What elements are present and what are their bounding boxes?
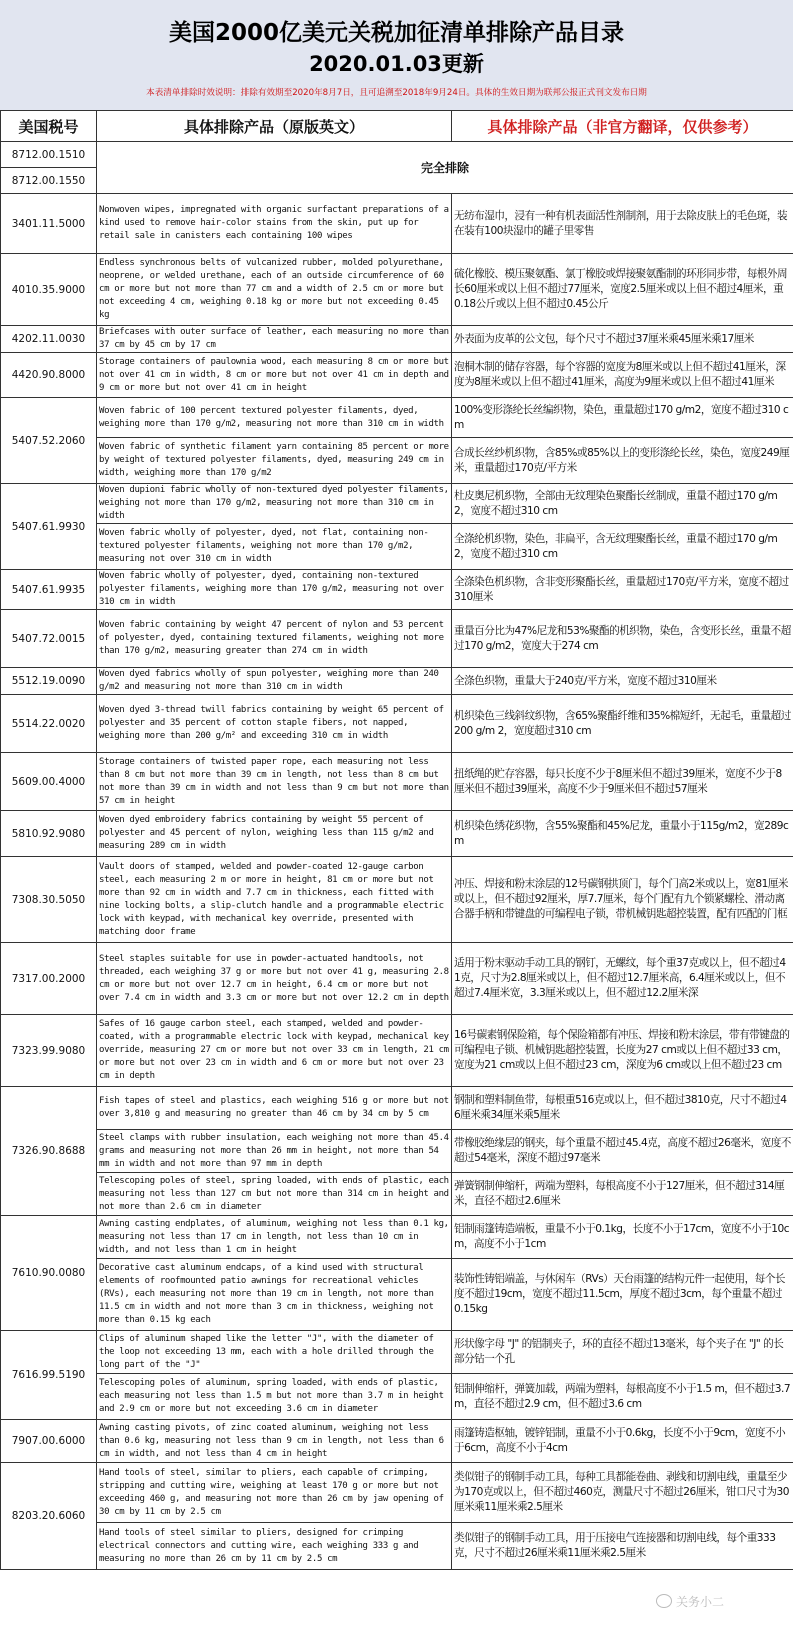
chinese-description: 形状像字母 "J" 的铝制夹子，环的直径不超过13毫米，每个夹子在 "J" 的长部分钻一个孔 bbox=[452, 1331, 793, 1374]
hs-code: 5407.72.0015 bbox=[1, 610, 97, 668]
chinese-description: 16号碳素钢保险箱，每个保险箱都有冲压、焊接和粉末涂层，带有带键盘的可编程电子锁、机械钥匙超控装置，长度为27 cm或以上但不超过33 cm，宽度为21 cm或以上但不超过23 cm，深度为6 cm或以上但不超过23 cm bbox=[452, 1015, 793, 1087]
chinese-description: 冲压、焊接和粉末涂层的12号碳钢拱顶门，每个门高2米或以上，宽81厘米或以上，但不超过92厘米，厚7.7厘米，每个门配有九个锁紧螺栓、滑动离合器手柄和带键盘的可编程电子锁，带机械钥匙超控装置，配有匹配的门框 bbox=[452, 857, 793, 943]
hs-code: 8203.20.6060 bbox=[1, 1463, 97, 1570]
hs-code: 5609.00.4000 bbox=[1, 753, 97, 811]
hs-code: 7308.30.5050 bbox=[1, 857, 97, 943]
english-description: Woven fabric wholly of polyester, dyed, not flat, containing non-textured polyester filaments, weighing not more than 170 g/m2, measuring not over 310 cm in width bbox=[97, 524, 452, 570]
english-description: Hand tools of steel similar to pliers, designed for crimping electrical connectors and cutting wire, each weighing 333 g and measuring no more than 26 cm by 11 cm by 2.5 cm bbox=[97, 1523, 452, 1570]
hs-code: 7907.00.6000 bbox=[1, 1420, 97, 1463]
table-row bbox=[1, 1130, 793, 1173]
validity-note: 本表清单排除时效说明：排除有效期至2020年8月7日，且可追溯至2018年9月24日。具体的生效日期为联邦公报正式刊文发布日期 bbox=[146, 88, 647, 98]
chinese-description: 机织染色绣花织物，含55%聚酯和45%尼龙，重量小于115g/m2，宽289cm bbox=[452, 811, 793, 857]
chinese-description: 铝制雨篷铸造端板，重量不小于0.1kg，长度不小于17cm，宽度不小于10cm，高度不小于1cm bbox=[452, 1216, 793, 1259]
hs-code: 7326.90.8688 bbox=[1, 1087, 97, 1216]
english-description: Steel staples suitable for use in powder-actuated handtools, not threaded, each weighing 37 g or more but not over 41 g, measuring 2.8 cm or more but not over 12.7 cm in height, 6.4 cm or more but not over 7.4 cm in width and 3.3 cm or more but not over 12.2 cm in depth bbox=[97, 943, 452, 1015]
table-row bbox=[1, 1173, 793, 1216]
chinese-description: 雨篷铸造枢轴，镀锌铝制，重量不小于0.6kg，长度不小于9cm，宽度不小于6cm，高度不小于4cm bbox=[452, 1420, 793, 1463]
english-description: Hand tools of steel, similar to pliers, each capable of crimping, stripping and cutting wire, weighing at least 170 g or more but not exceeding 460 g, and measuring not more than 26 cm by jaw opening of 30 cm by 11 cm by 2.5 cm bbox=[97, 1463, 452, 1523]
table-row bbox=[1, 668, 793, 695]
table-row bbox=[1, 1523, 793, 1570]
chinese-description: 全涤纶机织物，染色，非扁平，含无纹理聚酯长丝，重量不超过170 g/m2，宽度不超过310 cm bbox=[452, 524, 793, 570]
table-row bbox=[1, 326, 793, 353]
full-exclusion-label: 完全排除 bbox=[97, 142, 793, 194]
hs-code: 7616.99.5190 bbox=[1, 1331, 97, 1420]
english-description: Awning casting endplates, of aluminum, weighing not less than 0.1 kg, measuring not less than 17 cm in length, not less than 10 cm in width, and not less than 1 cm in height bbox=[97, 1216, 452, 1259]
english-description: Briefcases with outer surface of leather, each measuring no more than 37 cm by 45 cm by 17 cm bbox=[97, 326, 452, 353]
page-title: 美国2000亿美元关税加征清单排除产品目录 bbox=[168, 20, 624, 46]
hs-code: 4202.11.0030 bbox=[1, 326, 97, 353]
hs-code: 5407.52.2060 bbox=[1, 398, 97, 484]
hs-code: 3401.11.5000 bbox=[1, 194, 97, 254]
hs-code: 5512.19.0090 bbox=[1, 668, 97, 695]
chinese-description: 全涤色织物，重量大于240克/平方米，宽度不超过310厘米 bbox=[452, 668, 793, 695]
header-code: 美国税号 bbox=[1, 111, 97, 142]
english-description: Vault doors of stamped, welded and powder-coated 12-gauge carbon steel, each measuring 2 m or more in height, 81 cm or more but not more than 92 cm in width and 7.7 cm in thickness, each fitted with nine locking bolts, a slip-clutch handle and a programmable electric lock with keypad, with mechanical key override, presented with matching door frame bbox=[97, 857, 452, 943]
hs-code: 7610.90.0080 bbox=[1, 1216, 97, 1331]
english-description: Woven fabric wholly of polyester, dyed, containing non-textured polyester filaments, weighing more than 170 g/m2, measuring not over 310 cm in width bbox=[97, 570, 452, 610]
english-description: Safes of 16 gauge carbon steel, each stamped, welded and powder-coated, with a programmable electric lock with keypad, mechanical key override, measuring 27 cm or more but not over 33 cm in length, 21 cm or more but not over 23 cm in width and 6 cm or more but not over 23 cm in depth bbox=[97, 1015, 452, 1087]
english-description: Woven fabric containing by weight 47 percent of nylon and 53 percent of polyester, dyed, containing textured filaments, weighing not more than 170 g/m2, measuring greater than 274 cm in width bbox=[97, 610, 452, 668]
english-description: Woven dupioni fabric wholly of non-textured dyed polyester filaments, weighing not more than 170 g/m2, measuring not more than 310 cm in width bbox=[97, 484, 452, 524]
table-row bbox=[1, 570, 793, 610]
table-row bbox=[1, 1259, 793, 1331]
english-description: Storage containers of paulownia wood, each measuring 8 cm or more but not over 41 cm in width, 8 cm or more but not over 41 cm in depth and 9 cm or more but not over 41 cm in height bbox=[97, 353, 452, 398]
table-row bbox=[1, 398, 793, 438]
chinese-description: 类似钳子的钢制手动工具，每种工具都能卷曲、剥线和切割电线，重量至少为170克或以上，但不超过460克，测量尺寸不超过26厘米，钳口尺寸为30厘米乘11厘米乘2.5厘米 bbox=[452, 1463, 793, 1523]
english-description: Steel clamps with rubber insulation, each weighing not more than 45.4 grams and measuring not more than 26 mm in height, not more than 54 mm in width and not more than 97 mm in depth bbox=[97, 1130, 452, 1173]
hs-code: 5514.22.0020 bbox=[1, 695, 97, 753]
hs-code: 4010.35.9000 bbox=[1, 254, 97, 326]
chinese-description: 机织染色三线斜纹织物，含65%聚酯纤维和35%棉短纤，无起毛，重量超过200 g/m 2，宽度超过310 cm bbox=[452, 695, 793, 753]
english-description: Woven fabric of 100 percent textured polyester filaments, dyed, weighing more than 170 g/m2, measuring not more than 310 cm in width bbox=[97, 398, 452, 438]
english-description: Endless synchronous belts of vulcanized rubber, molded polyurethane, neoprene, or welded urethane, each of an outside circumference of 60 cm or more but not more than 77 cm and a width of 2.5 cm or more but not exceeding 4 cm, weighing 0.18 kg or more but not exceeding 0.45 kg bbox=[97, 254, 452, 326]
exclusion-table bbox=[0, 110, 793, 1570]
english-description: Woven dyed 3-thread twill fabrics containing by weight 65 percent of polyester and 35 percent of cotton staple fibers, not napped, weighing more than 200 g/m² and exceeding 310 cm in width bbox=[97, 695, 452, 753]
watermark bbox=[656, 1590, 748, 1612]
chinese-description: 100%变形涤纶长丝编织物，染色，重量超过170 g/m2，宽度不超过310 cm bbox=[452, 398, 793, 438]
hs-code: 8712.00.1550 bbox=[1, 168, 97, 194]
chinese-description: 重量百分比为47%尼龙和53%聚酯的机织物，染色，含变形长丝，重量不超过170 g/m2，宽度大于274 cm bbox=[452, 610, 793, 668]
chinese-description: 弹簧钢制伸缩杆，两端为塑料，每根高度不小于127厘米，但不超过314厘米，直径不超过2.6厘米 bbox=[452, 1173, 793, 1216]
chinese-description: 铝制伸缩杆，弹簧加载，两端为塑料，每根高度不小于1.5 m，但不超过3.7 m，直径不超过2.9 cm，但不超过3.6 cm bbox=[452, 1374, 793, 1420]
header-english: 具体排除产品（原版英文） bbox=[97, 111, 452, 142]
chinese-description: 钢制和塑料制鱼带，每根重516克或以上，但不超过3810克，尺寸不超过46厘米乘34厘米乘5厘米 bbox=[452, 1087, 793, 1130]
header-chinese: 具体排除产品（非官方翻译，仅供参考） bbox=[452, 111, 793, 142]
table-row bbox=[1, 811, 793, 857]
table-row bbox=[1, 610, 793, 668]
hs-code: 5407.61.9930 bbox=[1, 484, 97, 570]
chinese-description: 适用于粉末驱动手动工具的钢钉，无螺纹，每个重37克或以上，但不超过41克，尺寸为2.8厘米或以上，但不超过12.7厘米高，6.4厘米或以上，但不超过7.4厘米宽，3.3厘米或以上，但不超过12.2厘米深 bbox=[452, 943, 793, 1015]
table-row bbox=[1, 1420, 793, 1463]
table-row bbox=[1, 857, 793, 943]
table-row bbox=[1, 1087, 793, 1130]
english-description: Fish tapes of steel and plastics, each weighing 516 g or more but not over 3,810 g and measuring no greater than 46 cm by 34 cm by 5 cm bbox=[97, 1087, 452, 1130]
english-description: Woven dyed fabrics wholly of spun polyester, weighing more than 240 g/m2 and measuring not more than 310 cm in width bbox=[97, 668, 452, 695]
chinese-description: 外表面为皮革的公文包，每个尺寸不超过37厘米乘45厘米乘17厘米 bbox=[452, 326, 793, 353]
english-description: Nonwoven wipes, impregnated with organic surfactant preparations of a kind used to remove hair-color stains from the skin, put up for retail sale in canisters each containing 100 wipes bbox=[97, 194, 452, 254]
hs-code: 4420.90.8000 bbox=[1, 353, 97, 398]
table-row bbox=[1, 254, 793, 326]
table-row bbox=[1, 753, 793, 811]
table-row bbox=[1, 1216, 793, 1259]
header-banner bbox=[0, 0, 793, 111]
table-row bbox=[1, 484, 793, 524]
english-description: Telescoping poles of aluminum, spring loaded, with ends of plastic, each measuring not less than 1.5 m but not more than 3.7 m in height and 2.9 cm or more but not exceeding 3.6 cm in diameter bbox=[97, 1374, 452, 1420]
chinese-description: 硫化橡胶、模压聚氨酯、氯丁橡胶或焊接聚氨酯制的环形同步带，每根外周长60厘米或以上但不超过77厘米，宽度2.5厘米或以上但不超过4厘米，重0.18公斤或以上但不超过0.45公斤 bbox=[452, 254, 793, 326]
english-description: Woven dyed embroidery fabrics containing by weight 55 percent of polyester and 45 percent of nylon, weighing less than 115 g/m2 and measuring 289 cm in width bbox=[97, 811, 452, 857]
chinese-description: 泡桐木制的储存容器，每个容器的宽度为8厘米或以上但不超过41厘米，深度为8厘米或以上但不超过41厘米，高度为9厘米或以上但不超过41厘米 bbox=[452, 353, 793, 398]
table-row bbox=[1, 524, 793, 570]
chinese-description: 扭纸绳的贮存容器，每只长度不少于8厘米但不超过39厘米，宽度不少于8厘米但不超过39厘米，高度不少于9厘米但不超过57厘米 bbox=[452, 753, 793, 811]
wechat-icon bbox=[656, 1594, 672, 1608]
chinese-description: 装饰性铸铝端盖，与休闲车（RVs）天台雨篷的结构元件一起使用，每个长度不超过19cm，宽度不超过11.5cm，厚度不超过3cm，每个重量不超过0.15kg bbox=[452, 1259, 793, 1331]
hs-code: 7323.99.9080 bbox=[1, 1015, 97, 1087]
english-description: Clips of aluminum shaped like the letter "J", with the diameter of the loop not exceeding 13 mm, each with a hole drilled through the long part of the "J" bbox=[97, 1331, 452, 1374]
table-row bbox=[1, 695, 793, 753]
table-row bbox=[1, 943, 793, 1015]
english-description: Awning casting pivots, of zinc coated aluminum, weighing not less than 0.6 kg, measuring not less than 9 cm in length, not less than 6 cm in width, and not less than 4 cm in height bbox=[97, 1420, 452, 1463]
english-description: Telescoping poles of steel, spring loaded, with ends of plastic, each measuring not less than 127 cm but not more than 314 cm in height and not more than 2.6 cm in diameter bbox=[97, 1173, 452, 1216]
table-row bbox=[1, 438, 793, 484]
chinese-description: 合成长丝纱机织物，含85%或85%以上的变形涤纶长丝，染色，宽度249厘米，重量超过170克/平方米 bbox=[452, 438, 793, 484]
update-date: 2020.01.03更新 bbox=[309, 52, 484, 76]
chinese-description: 全涤染色机织物，含非变形聚酯长丝，重量超过170克/平方米，宽度不超过310厘米 bbox=[452, 570, 793, 610]
table-row bbox=[1, 1015, 793, 1087]
hs-code: 7317.00.2000 bbox=[1, 943, 97, 1015]
hs-code: 5810.92.9080 bbox=[1, 811, 97, 857]
table-row bbox=[1, 194, 793, 254]
table-row bbox=[1, 1463, 793, 1523]
english-description: Decorative cast aluminum endcaps, of a kind used with structural elements of roofmounted patio awnings for recreational vehicles (RVs), each measuring not more than 19 cm in length, not more than 11.5 cm in width and not more than 3 cm in thickness, weighing not more than 0.15 kg each bbox=[97, 1259, 452, 1331]
table-row bbox=[1, 1331, 793, 1374]
english-description: Storage containers of twisted paper rope, each measuring not less than 8 cm but not more than 39 cm in length, not less than 8 cm but not more than 39 cm in width and not less than 9 cm but not more than 57 cm in height bbox=[97, 753, 452, 811]
hs-code: 8712.00.1510 bbox=[1, 142, 97, 168]
chinese-description: 类似钳子的钢制手动工具，用于压接电气连接器和切割电线，每个重333克，尺寸不超过26厘米乘11厘米乘2.5厘米 bbox=[452, 1523, 793, 1570]
table-row bbox=[1, 1374, 793, 1420]
chinese-description: 无纺布湿巾，浸有一种有机表面活性剂制剂，用于去除皮肤上的毛色斑，装在装有100块湿巾的罐子里零售 bbox=[452, 194, 793, 254]
table-row bbox=[1, 353, 793, 398]
chinese-description: 带橡胶绝缘层的钢夹，每个重量不超过45.4克，高度不超过26毫米，宽度不超过54毫米，深度不超过97毫米 bbox=[452, 1130, 793, 1173]
english-description: Woven fabric of synthetic filament yarn containing 85 percent or more by weight of textured polyester filaments, dyed, measuring 249 cm in width, weighing more than 170 g/m2 bbox=[97, 438, 452, 484]
watermark-text: 关务小二 bbox=[676, 1594, 725, 1609]
chinese-description: 杜皮奥尼机织物，全部由无纹理染色聚酯长丝制成，重量不超过170 g/m2，宽度不超过310 cm bbox=[452, 484, 793, 524]
hs-code: 5407.61.9935 bbox=[1, 570, 97, 610]
